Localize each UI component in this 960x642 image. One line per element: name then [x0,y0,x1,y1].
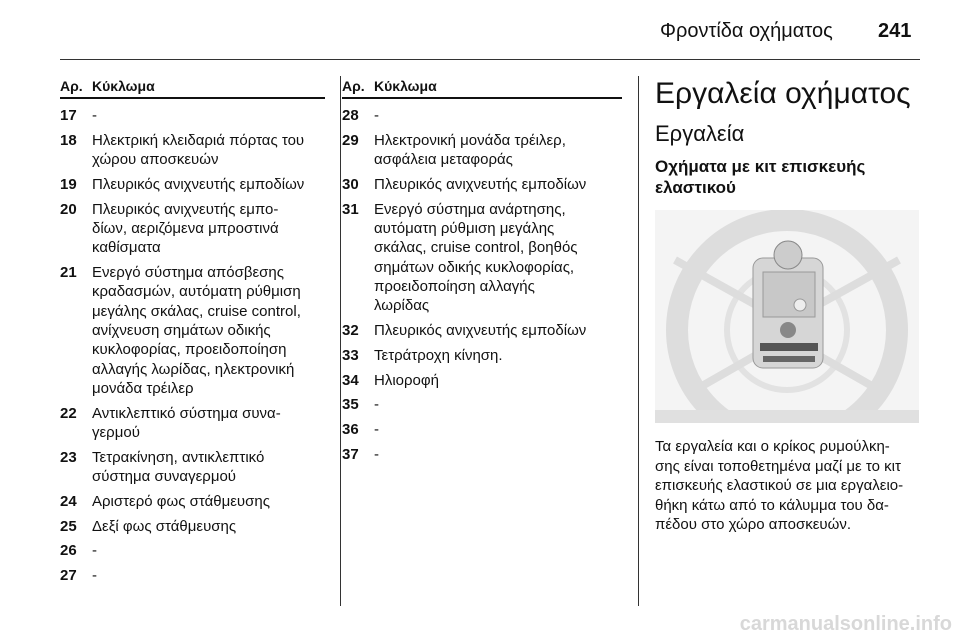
table-row [60,448,325,487]
circuit-description: Ενεργό σύστημα απόσβεσης κραδασμών, αυτόματη ρύθμιση μεγάλης σκάλας, cruise control, ανίχνευση σημάτων οδικής κυκλοφορίας, προειδοποίηση αλλαγής λωρίδας, ηλεκτρονική μονάδα τρέιλερ [92,264,301,397]
fuse-number: 34 [342,371,359,389]
table-row [342,131,622,170]
section-subsubtitle: Οχήματα με κιτ επισκευής ελαστικού [655,157,866,197]
circuit-description: - [92,542,97,560]
table-row [60,175,325,194]
table-row [342,106,622,125]
page-number: 241 [878,20,912,42]
header-num: Αρ. [342,78,365,94]
circuit-description: Δεξί φως στάθμευσης [92,517,237,535]
fuse-number: 18 [60,131,77,149]
fuse-number: 37 [342,445,359,463]
header-divider [60,59,920,60]
fuse-number: 28 [342,107,359,124]
fuse-number: 27 [60,567,77,585]
circuit-description: - [374,107,379,124]
circuit-description: - [374,396,379,414]
fuse-number: 20 [60,200,77,218]
fuse-number: 23 [60,448,77,466]
circuit-description: Ενεργό σύστημα ανάρτησης, αυτόματη ρύθμιση μεγάλης σκάλας, cruise control, βοηθός σημάτων οδικής κυκλοφορίας, προειδοποίηση αλλαγής λωρίδας [374,200,578,315]
circuit-description: Πλευρικός ανιχνευτής εμποδίων [374,321,587,339]
fuse-number: 26 [60,542,77,560]
column-divider [340,76,341,606]
circuit-description: Πλευρικός ανιχνευτής εμπο- δίων, αεριζόμενα μπροστινά καθίσματα [92,200,279,257]
fuse-number: 22 [60,404,77,422]
section-subtitle: Εργαλεία [655,121,745,146]
circuit-description: Ηλιοροφή [374,371,439,389]
table-row [342,200,622,316]
column-divider [638,76,639,606]
tool-kit-illustration [655,210,919,423]
circuit-description: Τετρακίνηση, αντικλεπτικό σύστημα συναγερμού [92,448,265,486]
fuse-number: 33 [342,346,359,364]
table-row [342,420,622,439]
circuit-description: - [92,567,97,585]
table-row [60,200,325,258]
circuit-description: Αντικλεπτικό σύστημα συνα- γερμού [92,404,281,441]
table-row [342,346,622,365]
table-row [342,445,622,464]
table-row [60,541,325,560]
circuit-description: Πλευρικός ανιχνευτής εμποδίων [374,175,587,193]
fuse-number: 25 [60,517,77,535]
table-header [342,78,622,99]
fuse-number: 29 [342,131,359,149]
fuse-number: 19 [60,175,77,193]
table-row [342,175,622,194]
fuse-number: 17 [60,107,77,124]
tools-description: Τα εργαλεία και ο κρίκος ρυμούλκη- σης είναι τοποθετημένα μαζί με το κιτ επισκευής ελαστικού σε μια εργαλειο- θήκη κάτω από το κάλυμμα του δα- πέδου στο χώρο αποσκευών. [655,438,904,533]
fuse-number: 35 [342,396,359,414]
table-row [342,371,622,390]
circuit-description: - [92,107,97,124]
fuse-table-2 [342,78,622,470]
table-row [60,263,325,398]
circuit-description: Αριστερό φως στάθμευσης [92,492,270,510]
table-row [60,566,325,585]
table-row [60,106,325,125]
circuit-description: Ηλεκτρική κλειδαριά πόρτας του χώρου αποσκευών [92,131,305,169]
header-num: Αρ. [60,78,83,94]
section-title: Εργαλεία οχήματος [655,77,911,110]
table-row [60,517,325,536]
fuse-number: 21 [60,264,77,282]
circuit-description: - [374,421,379,439]
table-row [60,404,325,443]
watermark: carmanualsonline.info [739,613,952,635]
fuse-number: 30 [342,175,359,193]
fuse-number: 31 [342,200,359,218]
table-header [60,78,325,99]
circuit-description: Ηλεκτρονική μονάδα τρέιλερ, ασφάλεια μεταφοράς [374,131,566,169]
table-row [60,492,325,511]
circuit-description: Πλευρικός ανιχνευτής εμποδίων [92,175,305,193]
table-row [342,395,622,414]
page-header-title: Φροντίδα οχήματος [660,20,833,42]
circuit-description: - [374,445,379,463]
header-circuit: Κύκλωμα [92,78,155,94]
fuse-table-1 [60,78,325,591]
fuse-number: 32 [342,321,359,339]
fuse-number: 36 [342,421,359,439]
header-circuit: Κύκλωμα [374,78,437,94]
table-row [342,321,622,340]
table-row [60,131,325,170]
fuse-number: 24 [60,492,77,510]
tools-section [655,76,923,535]
circuit-description: Τετράτροχη κίνηση. [374,346,503,364]
